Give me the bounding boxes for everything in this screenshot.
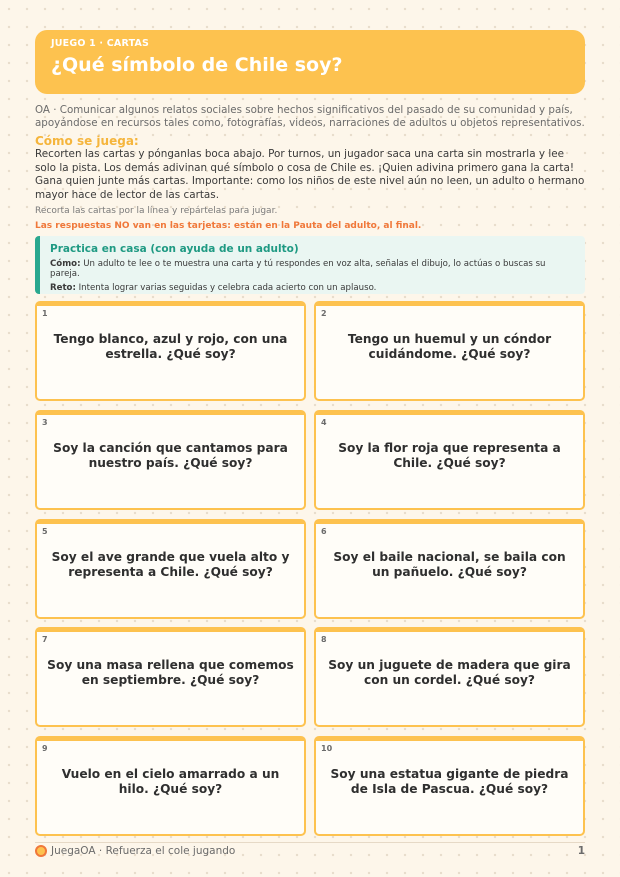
- card-clue: Vuelo en el cielo amarrado a un hilo. ¿Qué soy?: [61, 767, 280, 796]
- practice-challenge-text: Intenta lograr varias seguidas y celebra cada acierto con un aplauso.: [78, 283, 377, 293]
- card-clue: Tengo un huemul y un cóndor cuidándome. ¿Qué soy?: [347, 332, 552, 361]
- intro-section: [35, 104, 587, 231]
- footer-brand: JuegaOA · Refuerza el cole jugando: [51, 845, 236, 857]
- card-clue: Soy un juguete de madera que gira con un cordel. ¿Qué soy?: [328, 658, 571, 687]
- card-clue: Soy el ave grande que vuela alto y representa a Chile. ¿Qué soy?: [51, 550, 290, 579]
- brand-logo-icon: [35, 845, 47, 857]
- card-8: [314, 627, 585, 727]
- practice-challenge: [50, 283, 575, 293]
- card-1: [35, 301, 306, 401]
- card-9: [35, 736, 306, 836]
- card-2: [314, 301, 585, 401]
- card-number: 10: [321, 744, 333, 753]
- card-number: 1: [42, 309, 48, 318]
- how-to-play-text: Recorten las cartas y pónganlas boca abajo. Por turnos, un jugador saca una carta sin mostrarla y lee solo la pista. Los demás adivinan qué símbolo o cosa de Chile es. ¡Quien adivina primero gana la carta! Gana quien junte más cartas. Importante: como los niños de este nivel aún no leen, un adulto o hermano mayor hace de lector de las cartas.: [35, 148, 585, 201]
- card-number: 4: [321, 418, 327, 427]
- practice-box: [35, 236, 585, 294]
- page-footer: [35, 842, 585, 860]
- page-number: 1: [577, 845, 585, 857]
- card-4: [314, 410, 585, 510]
- card-number: 3: [42, 418, 48, 427]
- card-clue: Tengo blanco, azul y rojo, con una estrella. ¿Qué soy?: [53, 332, 288, 361]
- page-title: ¿Qué símbolo de Chile soy?: [51, 54, 343, 76]
- card-6: [314, 519, 585, 619]
- card-3: [35, 410, 306, 510]
- practice-how-text: Un adulto te lee o te muestra una carta y tú respondes en voz alta, señalas el dibujo, lo actúas o buscas su pareja.: [50, 259, 546, 279]
- card-number: 6: [321, 527, 327, 536]
- how-to-play-title: Cómo se juega:: [35, 134, 139, 148]
- card-clue: Soy la canción que cantamos para nuestro país. ¿Qué soy?: [53, 441, 288, 470]
- card-7: [35, 627, 306, 727]
- card-clue: Soy una masa rellena que comemos en septiembre. ¿Qué soy?: [47, 658, 294, 687]
- card-number: 5: [42, 527, 48, 536]
- cut-note: Recorta las cartas por la línea y repártelas para jugar.: [35, 206, 278, 216]
- game-kicker: JUEGO 1 · CARTAS: [51, 38, 150, 49]
- practice-how-label: Cómo:: [50, 259, 81, 269]
- learning-objective: OA · Comunicar algunos relatos sociales sobre hechos significativos del pasado de su comunidad y país, apoyándose en recursos tales como, fotografías, videos, narraciones de adultos u objetos representativos.: [35, 104, 585, 129]
- card-clue: Soy el baile nacional, se baila con un pañuelo. ¿Qué soy?: [333, 550, 566, 579]
- card-clue: Soy la flor roja que representa a Chile. ¿Qué soy?: [338, 441, 561, 470]
- card-number: 2: [321, 309, 327, 318]
- header-banner: [35, 30, 585, 94]
- practice-title: Practica en casa (con ayuda de un adulto): [50, 243, 299, 255]
- card-10: [314, 736, 585, 836]
- answers-warning: Las respuestas NO van en las tarjetas: están en la Pauta del adulto, al final.: [35, 221, 422, 231]
- card-5: [35, 519, 306, 619]
- practice-how: [50, 259, 575, 279]
- card-clue: Soy una estatua gigante de piedra de Isla de Pascua. ¿Qué soy?: [330, 767, 569, 796]
- card-number: 9: [42, 744, 48, 753]
- card-number: 8: [321, 635, 327, 644]
- card-number: 7: [42, 635, 48, 644]
- practice-challenge-label: Reto:: [50, 283, 76, 293]
